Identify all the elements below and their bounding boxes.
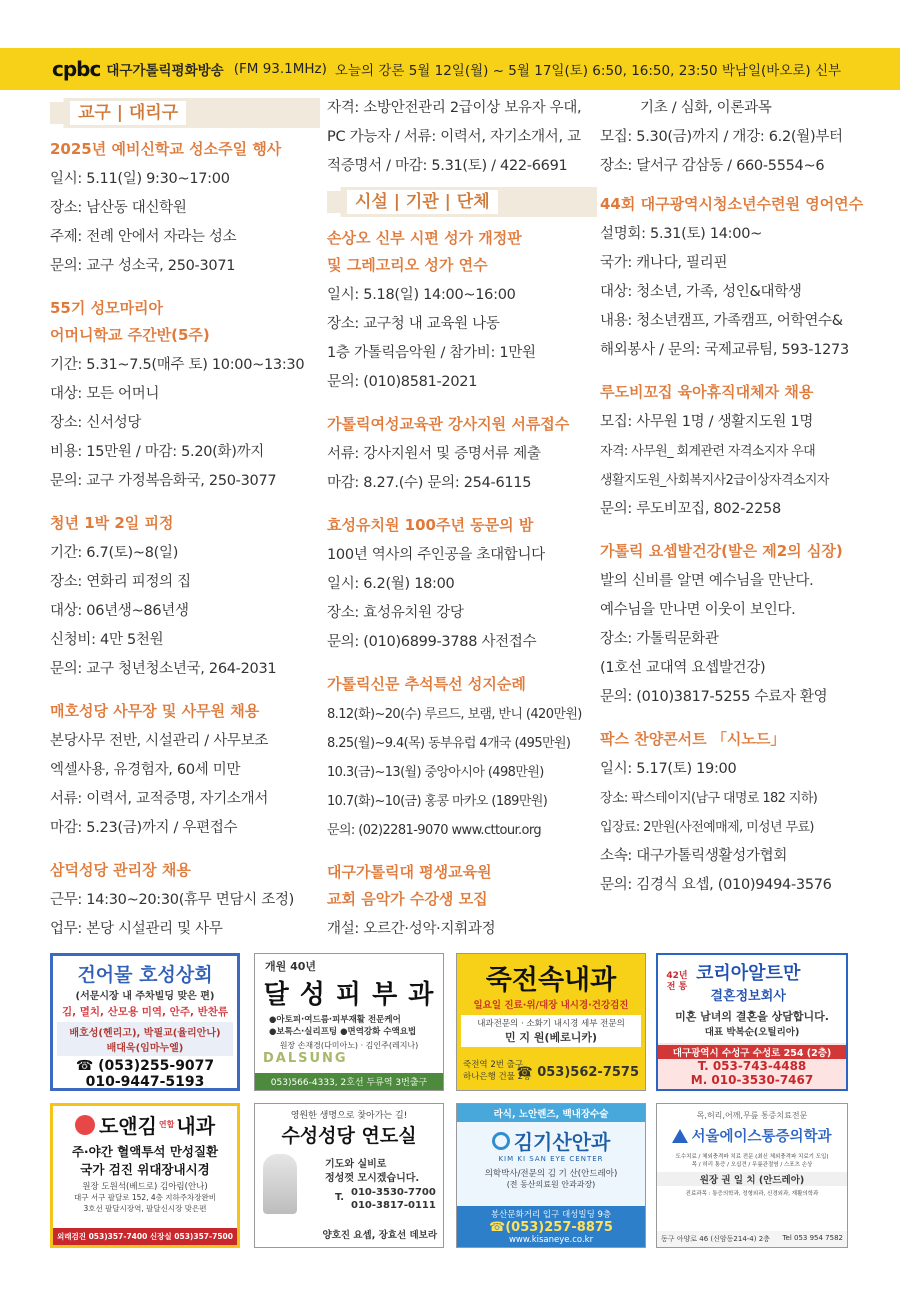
ad-title: 김기산안과 [513, 1130, 611, 1154]
event-title: 55기 성모마리아 어머니학교 주간반(5주) [50, 299, 210, 344]
event-line: 마감: 8.27.(수) 문의: 254-6115 [327, 475, 532, 491]
ad-owner: 대표 박복순(오틸리아) [704, 1027, 800, 1038]
ad-doctor: 원장 권 일 치 (안드레아) [657, 1172, 847, 1186]
ad-address: 대구 서구 팔달로 152, 4층 지하주차장완비 [73, 1193, 217, 1202]
ad-contact: 양호진 요셉, 장효선 데보라 [322, 1230, 437, 1241]
ad-title: 서울에이스통증의학과 [691, 1129, 832, 1145]
clinic-logo-icon [75, 1115, 95, 1135]
ad-phone: 외래검진 053)357-7400 신장실 053)357-7500 [53, 1228, 237, 1245]
event-title: 청년 1박 2일 피정 [50, 514, 174, 532]
event-line: 자격: 사무원_ 회계관련 자격소지자 우대 [600, 444, 816, 459]
event-line: 대상: 청소년, 가족, 성인&대학생 [600, 284, 802, 300]
event-line: 생활지도원_사회복지사2급이상자격소지자 [600, 473, 829, 488]
event-line: 기간: 5.31~7.5(매주 토) 10:00~13:30 [50, 357, 305, 373]
ad-doctor-note: (전 동산의료원 안과과장) [506, 1180, 596, 1189]
event-continuation [327, 94, 597, 181]
event-line: 장소: 달서구 감삼동 / 660-5554~6 [600, 158, 825, 174]
event-line: 예수님을 만나면 이웃이 보인다. [600, 602, 796, 618]
ad-doctor: 민 지 원(베로니카) [504, 1031, 598, 1044]
event-line: 일시: 5.17(토) 19:00 [600, 761, 737, 777]
event-line: 장소: 가톨릭문화관 [600, 631, 719, 647]
ad-hoseong-dried-fish [50, 953, 240, 1091]
ad-phone: ☎(053)257-8875 [489, 1220, 613, 1235]
column-3 [600, 94, 870, 914]
event-line: 대상: 모든 어머니 [50, 386, 160, 402]
event-line: 자격: 소방안전관리 2급이상 보유자 우대, [327, 100, 582, 116]
event-line: 장소: 연화리 피정의 집 [50, 574, 191, 590]
ad-doctor: 의학박사/전문의 김 기 산(안드레아) [484, 1169, 618, 1179]
event-line: 문의: 김경식 요셉, (010)9494-3576 [600, 877, 832, 893]
ad-line: ●아토피·여드름·피부재활 전문케어 [269, 1015, 401, 1025]
ad-location: 죽전역 2번 출구 하나은행 건물 2층 [463, 1060, 532, 1082]
event-line: 10.7(화)~10(금) 홍콩 마카오 (189만원) [327, 794, 548, 809]
event-line: 발의 신비를 알면 예수님을 만난다. [600, 573, 814, 589]
ad-phone: ☎ (053)255-9077 [75, 1058, 215, 1074]
ad-line: 목 / 허리 통증 / 오십견 / 무릎관절염 / 스포츠 손상 [691, 1162, 813, 1168]
ad-owner: 배호성(헨리고), 박필교(율리안나) [69, 1028, 221, 1039]
event-line: 마감: 5.23(금)까지 / 우편접수 [50, 820, 238, 836]
ad-line: 국가 검진 위대장내시경 [80, 1162, 210, 1177]
event-line: 모집: 사무원 1명 / 생활지도원 1명 [600, 414, 814, 430]
ad-owner: 배대욱(임마누엘) [106, 1043, 184, 1054]
event-line: 국가: 캐나다, 필리핀 [600, 255, 728, 271]
ad-subtitle: (서문시장 내 주차빌딩 맞은 편) [75, 991, 215, 1002]
event-line: 문의: (02)2281-9070 www.cttour.org [327, 823, 542, 838]
homily-schedule: 오늘의 강론 5월 12일(월) ~ 5월 17일(토) 6:50, 16:50, 23:50 박남일(바오로) 신부 [334, 63, 842, 79]
event-line: 일시: 6.2(월) 18:00 [327, 576, 455, 592]
event-item [50, 698, 320, 843]
ad-website[interactable]: www.kisaneye.co.kr [508, 1235, 594, 1245]
ad-dalsung-dermatology [254, 953, 444, 1091]
ad-phone: M. 010-3530-7467 [690, 1073, 814, 1087]
ad-line: 일요일 진료·위/대장 내시경·건강검진 [473, 1000, 629, 1011]
event-line: 설명회: 5.31(토) 14:00~ [600, 226, 762, 242]
ad-line: 내과전문의 · 소화기 내시경 세부 전문의 [477, 1019, 625, 1029]
event-item [50, 510, 320, 684]
ad-brand: DALSUNG [263, 1051, 348, 1066]
event-line: 10.3(금)~13(월) 중앙아시아 (498만원) [327, 765, 544, 780]
event-line: 문의: (010)6899-3788 사전접수 [327, 634, 537, 650]
event-line: 문의: 루도비꼬집, 802-2258 [600, 501, 781, 517]
ad-kim-kisan-eye-center [456, 1103, 646, 1248]
event-item [600, 379, 870, 524]
broadcast-banner [0, 48, 900, 90]
ad-suseong-cathedral-memorial [254, 1103, 444, 1248]
ad-line: 도수치료 / 체외충격파 치료 전문 (최신 체외충격파 치료기 도입) [675, 1154, 829, 1160]
event-line: 장소: 교구청 내 교육원 나동 [327, 316, 500, 332]
event-title: 손상오 신부 시편 성가 개정판 및 그레고리오 성가 연수 [327, 229, 522, 274]
event-line: 문의: 교구 청년청소년국, 264-2031 [50, 661, 277, 677]
ad-phone: 010-9447-5193 [85, 1074, 205, 1090]
event-line: 소속: 대구가톨릭생활성가협회 [600, 848, 788, 864]
event-title: 대구가톨릭대 평생교육원 교회 음악가 수강생 모집 [327, 863, 492, 908]
ad-korea-altman [656, 953, 848, 1091]
event-line: 모집: 5.30(금)까지 / 개강: 6.2(월)부터 [600, 129, 843, 145]
ad-items: 김, 멸치, 산모용 미역, 안주, 반찬류 [61, 1006, 229, 1018]
event-title: 팍스 찬양콘서트 「시노드」 [600, 730, 786, 748]
ad-tagline: 영원한 생명으로 찾아가는 길! [290, 1111, 408, 1121]
ad-subtitle: 결혼정보회사 [710, 989, 786, 1004]
ad-line: 미혼 남녀의 결혼을 상담합니다. [675, 1010, 829, 1023]
ad-title: 건어물 호성상회 [77, 964, 213, 986]
event-line: 문의: (010)8581-2021 [327, 374, 478, 390]
event-item [600, 726, 870, 900]
ad-phone: Tel 053 954 7582 [782, 1234, 843, 1242]
event-title: 2025년 예비신학교 성소주일 행사 [50, 140, 282, 158]
event-line: 8.25(월)~9.4(목) 동부유럽 4개국 (495만원) [327, 736, 571, 751]
ad-doctor: 원장 도원석(베드로) 김아림(안나) [82, 1182, 208, 1192]
ad-message: 기도와 실비로 정성껏 모시겠습니다. [325, 1159, 420, 1184]
event-line: 일시: 5.11(일) 9:30~17:00 [50, 171, 230, 187]
event-line: 적증명서 / 마감: 5.31(토) / 422-6691 [327, 158, 568, 174]
event-item [327, 859, 597, 944]
ad-do-and-kim-clinic [50, 1103, 240, 1248]
event-line: 장소: 효성유치원 강당 [327, 605, 464, 621]
event-line: 주제: 전례 안에서 자라는 성소 [50, 229, 237, 245]
event-line: (1호선 교대역 요셉발건강) [600, 660, 766, 676]
column-1 [50, 94, 320, 958]
event-item [50, 136, 320, 281]
event-title: 가톨릭신문 추석특선 성지순례 [327, 675, 526, 693]
category-header: 시설 | 기관 | 단체 [327, 187, 597, 217]
ad-address: 대구광역시 수성구 수성로 254 (2층) [658, 1045, 846, 1059]
station-name: 대구가톨릭평화방송 [106, 63, 224, 79]
ad-tagline: 개원 40년 [265, 960, 317, 973]
ad-phone: T. 053-743-4488 [697, 1059, 807, 1073]
event-line: 서류: 이력서, 교적증명, 자기소개서 [50, 791, 269, 807]
ad-title: 죽전속내과 [485, 965, 617, 996]
event-line: 본당사무 전반, 시설관리 / 사무보조 [50, 733, 269, 749]
ad-title: 코리아알트만 [696, 963, 801, 984]
ad-address: 봉산문화거리 입구 대성빌딩 9층 [490, 1210, 612, 1220]
ad-tagline: 라식, 노안렌즈, 백내장수술 [457, 1104, 645, 1122]
event-line: 문의: (010)3817-5255 수료자 환영 [600, 689, 828, 705]
ad-title: 내과 [176, 1114, 216, 1138]
station-frequency: (FM 93.1MHz) [233, 61, 327, 77]
event-title: 가톨릭 요셉발건강(발은 제2의 심장) [600, 542, 843, 560]
event-item [327, 671, 597, 845]
event-item [327, 411, 597, 498]
ad-badge: 42년 전 통 [666, 970, 688, 992]
event-line: 100년 역사의 주인공을 초대합니다 [327, 547, 545, 563]
ad-phone: ☎ 053)562-7575 [516, 1065, 639, 1080]
ad-jukjeon-internal-medicine [456, 953, 646, 1091]
event-line: 업무: 본당 시설관리 및 사무 [50, 921, 223, 937]
event-line: 기간: 6.7(토)~8(일) [50, 545, 179, 561]
ad-line: ●보톡스·실리프팅 ●면역강화 수액요법 [269, 1027, 417, 1037]
ad-line: 주·야간 혈액투석 만성질환 [71, 1144, 219, 1159]
ad-title-mark: 연합 [158, 1120, 175, 1129]
event-line: 내용: 청소년캠프, 가족캠프, 어학연수& [600, 313, 843, 329]
event-line: 입장료: 2만원(사전예매제, 미성년 무료) [600, 820, 814, 835]
event-line: 엑셀사용, 유경험자, 60세 미만 [50, 762, 241, 778]
event-title: 44회 대구광역시청소년수련원 영어연수 [600, 195, 864, 213]
event-line: 근무: 14:30~20:30(휴무 면담시 조정) [50, 892, 295, 908]
ad-address: 동구 아양로 46 (신암동214-4) 2층 [661, 1235, 770, 1243]
ad-phones: 010-3530-7700 010-3817-0111 [351, 1187, 436, 1211]
ad-title: 수성성당 연도실 [281, 1125, 417, 1147]
ad-line: 원장 손재경(다미아노) · 김인주(레지나) [279, 1041, 419, 1050]
event-title: 가톨릭여성교육관 강사지원 서류접수 [327, 415, 570, 433]
event-line: 개설: 오르간·성악·지휘과정 [327, 921, 496, 937]
event-item [600, 191, 870, 365]
event-line: 기초 / 심화, 이론과목 [640, 100, 772, 116]
eye-icon [492, 1132, 510, 1150]
cpbc-logo: cpbc [52, 57, 101, 81]
statue-image [263, 1154, 297, 1214]
event-item [50, 857, 320, 944]
event-item [600, 538, 870, 712]
event-line: 신청비: 4만 5천원 [50, 632, 164, 648]
event-title: 루도비꼬집 육아휴직대체자 채용 [600, 383, 814, 401]
ad-tagline: 목,허리,어깨,무릎 통증치료전문 [696, 1111, 808, 1120]
event-line: 1층 가톨릭음악원 / 참가비: 1만원 [327, 345, 536, 361]
ad-phone-label: T. [335, 1192, 345, 1203]
event-line: 문의: 교구 성소국, 250-3071 [50, 258, 236, 274]
event-line: 대상: 06년생~86년생 [50, 603, 189, 619]
ad-english-name: KIM KI SAN EYE CENTER [498, 1155, 604, 1163]
event-title: 효성유치원 100주년 동문의 밤 [327, 516, 534, 534]
event-item [327, 225, 597, 397]
ace-logo-icon [672, 1129, 688, 1143]
event-title: 매호성당 사무장 및 사무원 채용 [50, 702, 260, 720]
ad-line: 진료과목 : 통증의학과, 정형외과, 신경외과, 재활의학과 [685, 1191, 819, 1197]
event-line: 장소: 신서성당 [50, 415, 142, 431]
ad-footer: 053)566-4333, 2호선 두류역 3번출구 [255, 1073, 443, 1090]
event-title: 삼덕성당 관리장 채용 [50, 861, 191, 879]
ad-title: 달 성 피 부 과 [263, 980, 435, 1010]
event-line: 비용: 15만원 / 마감: 5.20(화)까지 [50, 444, 265, 460]
event-line: 해외봉사 / 문의: 국제교류팀, 593-1273 [600, 342, 849, 358]
ad-seoul-ace-pain-clinic [656, 1103, 848, 1248]
event-line: 장소: 팍스테이지(남구 대명로 182 지하) [600, 791, 818, 806]
event-line: 서류: 강사지원서 및 증명서류 제출 [327, 446, 541, 462]
event-item [50, 295, 320, 496]
ad-address: 3호선 팔달시장역, 팔달신시장 맞은편 [83, 1204, 207, 1213]
event-line: 8.12(화)~20(수) 루르드, 보램, 반니 (420만원) [327, 707, 582, 722]
event-line: 일시: 5.18(일) 14:00~16:00 [327, 287, 516, 303]
event-line: 장소: 남산동 대신학원 [50, 200, 187, 216]
event-item [327, 512, 597, 657]
category-header: 교구 | 대리구 [50, 98, 320, 128]
event-continuation [600, 94, 870, 181]
event-line: 문의: 교구 가정복음화국, 250-3077 [50, 473, 277, 489]
column-2 [327, 94, 597, 958]
ad-title: 도앤김 [98, 1114, 157, 1138]
event-line: PC 가능자 / 서류: 이력서, 자기소개서, 교 [327, 129, 581, 145]
